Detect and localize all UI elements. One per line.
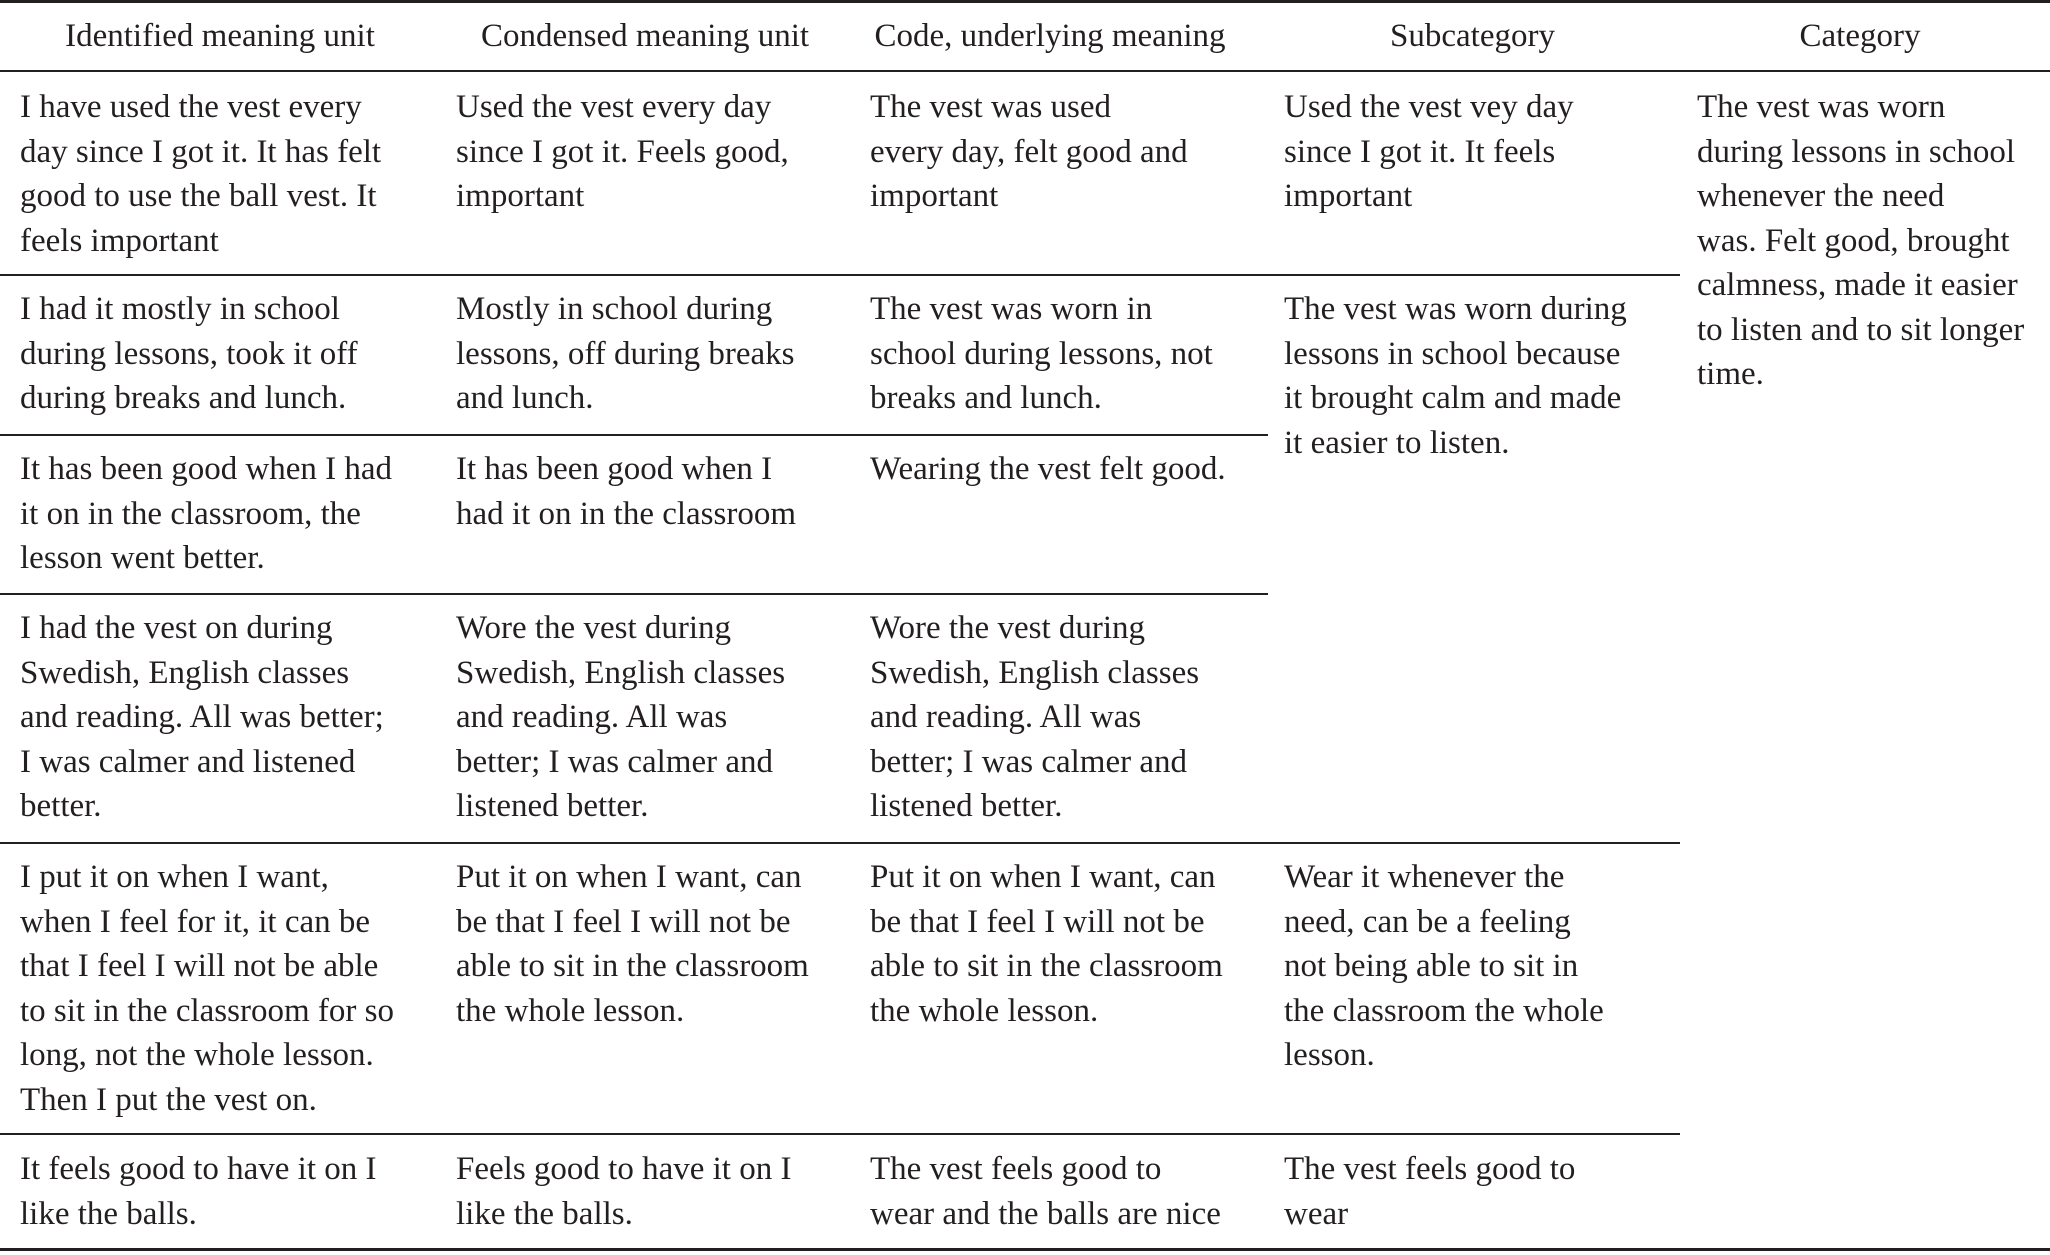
category: The vest was worn during lessons in school whenever the need was. Felt good, brought calmness, made it easier to listen and to sit longer time.: [1697, 89, 2025, 392]
subcategory-4: The vest feels good to wear: [1284, 1151, 1576, 1232]
row-2-identified-meaning-unit: I had it mostly in school during lessons, took it off during breaks and lunch.: [20, 291, 358, 416]
subcategory-1: Used the vest vey day since I got it. It feels important: [1284, 89, 1574, 214]
header-subcategory: Subcategory: [1390, 18, 1555, 54]
row-6-identified-meaning-unit: It feels good to have it on I like the balls.: [20, 1151, 377, 1232]
table-top-rule: [0, 0, 2050, 3]
row-1-bottom-rule: [0, 274, 1680, 276]
row-3-bottom-rule: [0, 593, 1268, 595]
subcategory-3: Wear it whenever the need, can be a feeling not being able to sit in the classroom the whole lesson.: [1284, 859, 1604, 1073]
row-5-condensed-meaning-unit: Put it on when I want, can be that I feel I will not be able to sit in the classroom the whole lesson.: [456, 859, 809, 1029]
row-5-code-underlying-meaning: Put it on when I want, can be that I feel I will not be able to sit in the classroom the whole lesson.: [870, 859, 1223, 1029]
row-1-identified-meaning-unit: I have used the vest every day since I got it. It has felt good to use the ball vest. It feels important: [20, 89, 382, 259]
row-2-code-underlying-meaning: The vest was worn in school during lessons, not breaks and lunch.: [870, 291, 1213, 416]
row-5-identified-meaning-unit: I put it on when I want, when I feel for it, it can be that I feel I will not be able to sit in the classroom for so long, not the whole lesson. Then I put the vest on.: [20, 859, 394, 1118]
header-category: Category: [1799, 18, 1921, 54]
header-identified-meaning-unit: Identified meaning unit: [65, 18, 375, 54]
row-6-code-underlying-meaning: The vest feels good to wear and the balls are nice: [870, 1151, 1221, 1232]
row-1-condensed-meaning-unit: Used the vest every day since I got it. Feels good, important: [456, 89, 789, 214]
row-4-code-underlying-meaning: Wore the vest during Swedish, English classes and reading. All was better; I was calmer and listened better.: [870, 610, 1200, 824]
row-1-code-underlying-meaning: The vest was used every day, felt good and important: [870, 89, 1188, 214]
row-2-condensed-meaning-unit: Mostly in school during lessons, off during breaks and lunch.: [456, 291, 795, 416]
row-3-condensed-meaning-unit: It has been good when I had it on in the classroom: [456, 451, 797, 532]
row-6-condensed-meaning-unit: Feels good to have it on I like the balls.: [456, 1151, 792, 1232]
header-bottom-rule: [0, 70, 2050, 72]
row-4-condensed-meaning-unit: Wore the vest during Swedish, English classes and reading. All was better; I was calmer and listened better.: [456, 610, 786, 824]
header-code-underlying-meaning: Code, underlying meaning: [874, 18, 1226, 54]
row-5-bottom-rule: [0, 1133, 1680, 1135]
row-3-code-underlying-meaning: Wearing the vest felt good.: [870, 451, 1226, 487]
header-condensed-meaning-unit: Condensed meaning unit: [480, 18, 810, 54]
row-3-identified-meaning-unit: It has been good when I had it on in the classroom, the lesson went better.: [20, 451, 393, 576]
table-bottom-rule: [0, 1248, 2050, 1251]
row-4-bottom-rule: [0, 842, 1680, 844]
subcategory-2: The vest was worn during lessons in school because it brought calm and made it easier to listen.: [1284, 291, 1627, 461]
row-2-bottom-rule: [0, 434, 1268, 436]
row-4-identified-meaning-unit: I had the vest on during Swedish, English classes and reading. All was better; I was calmer and listened better.: [20, 610, 384, 824]
